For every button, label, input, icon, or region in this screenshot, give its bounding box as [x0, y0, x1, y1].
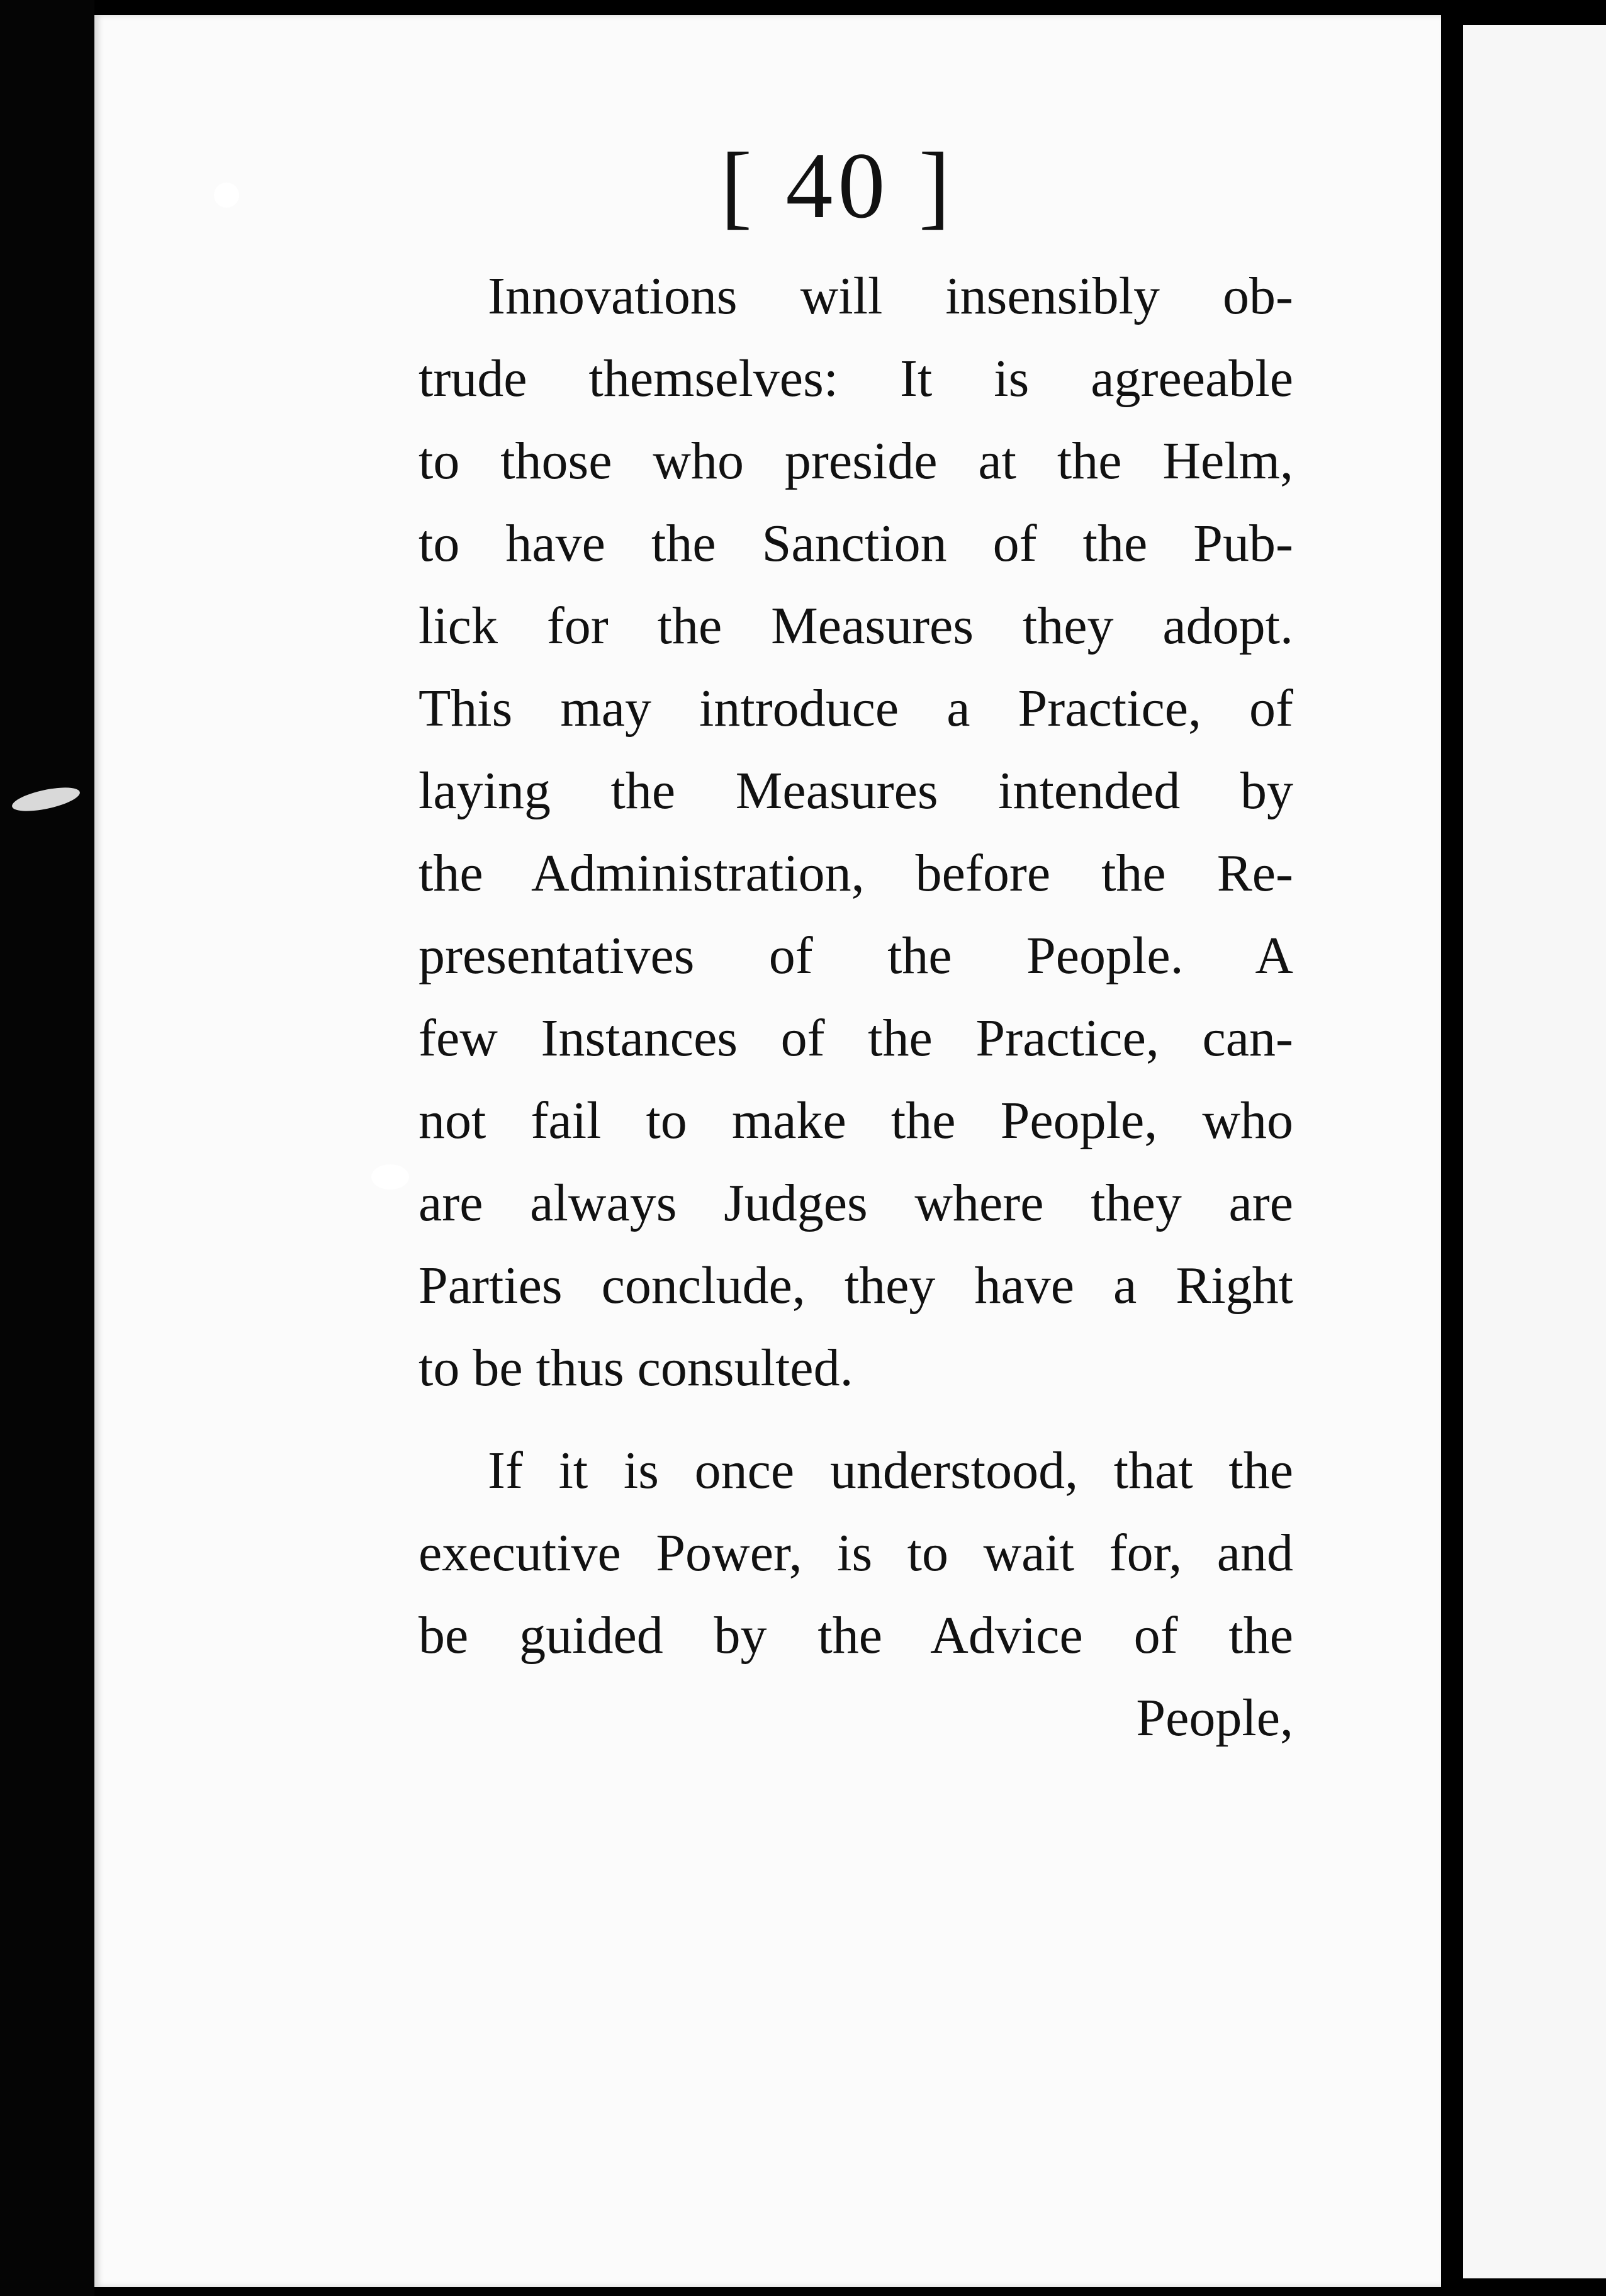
text-line: not fail to make the People, who	[418, 1091, 1293, 1150]
text-line: the Administration, before the Re-	[418, 844, 1293, 903]
paragraph-gap	[418, 1409, 1293, 1429]
page-body	[418, 255, 1293, 1759]
text-line: Parties conclude, they have a Right	[418, 1256, 1293, 1315]
text-line: presentatives of the People. A	[418, 926, 1293, 985]
text-line: If it is once understood, that the	[488, 1441, 1293, 1500]
text-line: Innovations will insensibly ob-	[488, 267, 1293, 325]
catchword: People,	[1136, 1689, 1293, 1747]
paper-speck	[214, 183, 239, 208]
text-line: lick for the Measures they adopt.	[418, 597, 1293, 655]
text-line: to be thus consulted.	[418, 1339, 853, 1397]
text-line: laying the Measures intended by	[418, 762, 1293, 820]
text-line: to those who preside at the Helm,	[418, 432, 1293, 490]
binding-shadow	[0, 0, 94, 2296]
text-line: trude themselves: It is agreeable	[418, 349, 1293, 408]
text-line: executive Power, is to wait for, and	[418, 1524, 1293, 1582]
text-line: few Instances of the Practice, can-	[418, 1009, 1293, 1067]
facing-page-edge	[1463, 25, 1606, 2278]
page-number: [ 40 ]	[721, 133, 955, 238]
paragraph-2	[418, 1429, 1293, 1677]
paper-speck	[371, 1164, 409, 1190]
text-line: This may introduce a Practice, of	[418, 679, 1293, 738]
text-line: to have the Sanction of the Pub-	[418, 514, 1293, 573]
paragraph-1	[418, 255, 1293, 1409]
text-line: are always Judges where they are	[418, 1174, 1293, 1232]
text-line: be guided by the Advice of the	[418, 1606, 1293, 1665]
